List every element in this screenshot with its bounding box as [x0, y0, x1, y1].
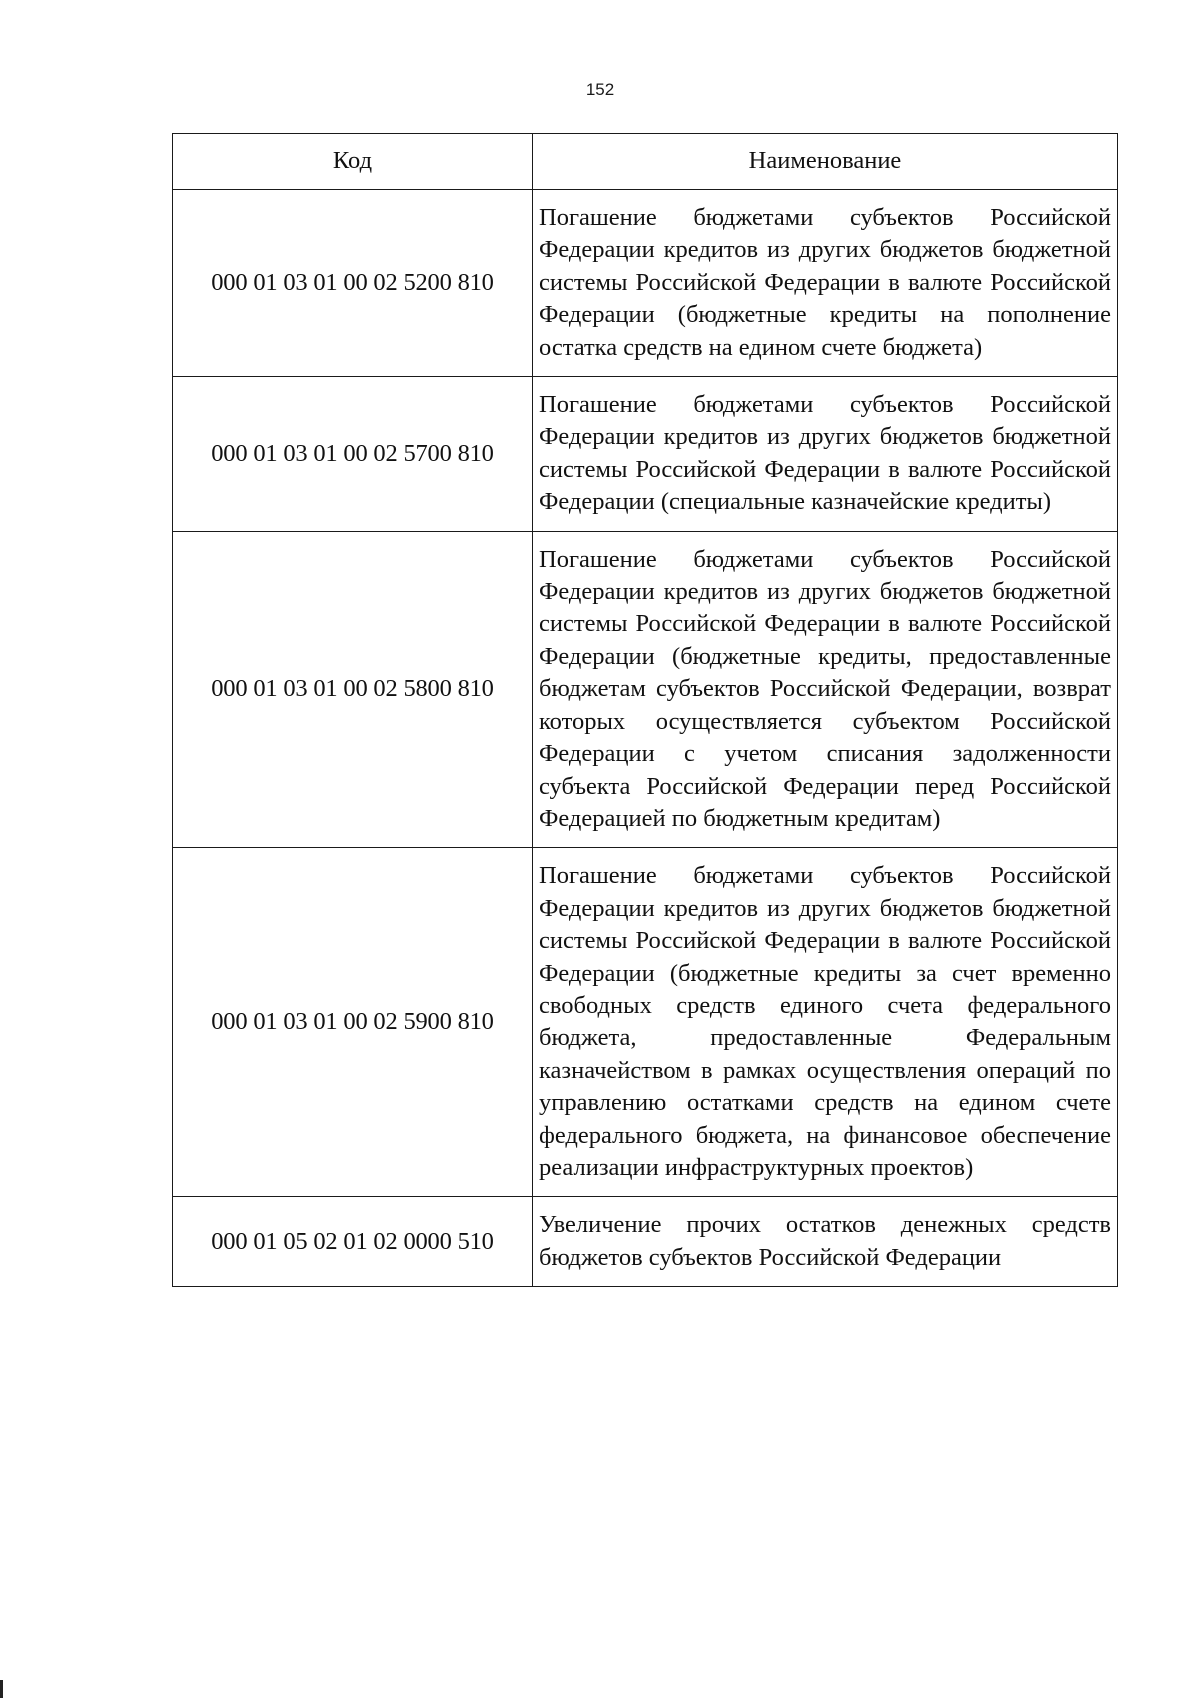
code-cell: 000 01 03 01 00 02 5700 810 [173, 377, 533, 532]
column-header-name: Наименование [533, 134, 1118, 190]
column-header-code: Код [173, 134, 533, 190]
name-cell [533, 190, 1118, 377]
name-cell [533, 1197, 1118, 1287]
code-cell: 000 01 03 01 00 02 5900 810 [173, 848, 533, 1197]
page-number: 152 [585, 80, 615, 99]
budget-code-table [172, 133, 1118, 1287]
name-cell [533, 531, 1118, 848]
table-row [173, 377, 1118, 532]
name-text: Увеличение прочих остатков денежных средств бюджетов субъектов Российской Федерации [539, 1211, 1111, 1271]
scan-edge-mark [0, 1680, 3, 1698]
code-cell: 000 01 03 01 00 02 5200 810 [173, 190, 533, 377]
name-text: Погашение бюджетами субъектов Российской Федерации кредитов из других бюджетов бюджетной системы Российской Федерации в валюте Российской Федерации (специальные казначейские кредиты) [539, 391, 1111, 516]
name-text: Погашение бюджетами субъектов Российской Федерации кредитов из других бюджетов бюджетной системы Российской Федерации в валюте Российской Федерации (бюджетные кредиты, предоставленные бюджетам субъектов Российской Федерации, возврат которых осуществляется субъектом Российской Федерации с учетом списания задолженности субъекта Российской Федерации перед Российской Федерацией по бюджетным кредитам) [539, 545, 1111, 832]
table-row [173, 531, 1118, 848]
name-cell [533, 377, 1118, 532]
code-cell: 000 01 05 02 01 02 0000 510 [173, 1197, 533, 1287]
name-cell [533, 848, 1118, 1197]
table-header-row [173, 134, 1118, 190]
table-row [173, 190, 1118, 377]
table-row [173, 848, 1118, 1197]
code-cell: 000 01 03 01 00 02 5800 810 [173, 531, 533, 848]
name-text: Погашение бюджетами субъектов Российской Федерации кредитов из других бюджетов бюджетной системы Российской Федерации в валюте Российской Федерации (бюджетные кредиты на пополнение остатка средств на едином счете бюджета) [539, 204, 1111, 361]
name-text: Погашение бюджетами субъектов Российской Федерации кредитов из других бюджетов бюджетной системы Российской Федерации в валюте Российской Федерации (бюджетные кредиты за счет временно свободных средств единого счета федерального бюджета, предоставленные Федеральным казначейством в рамках осуществления операций по управлению остатками средств на едином счете федерального бюджета, на финансовое обеспечение реализации инфраструктурных проектов) [539, 862, 1111, 1181]
table-row [173, 1197, 1118, 1287]
